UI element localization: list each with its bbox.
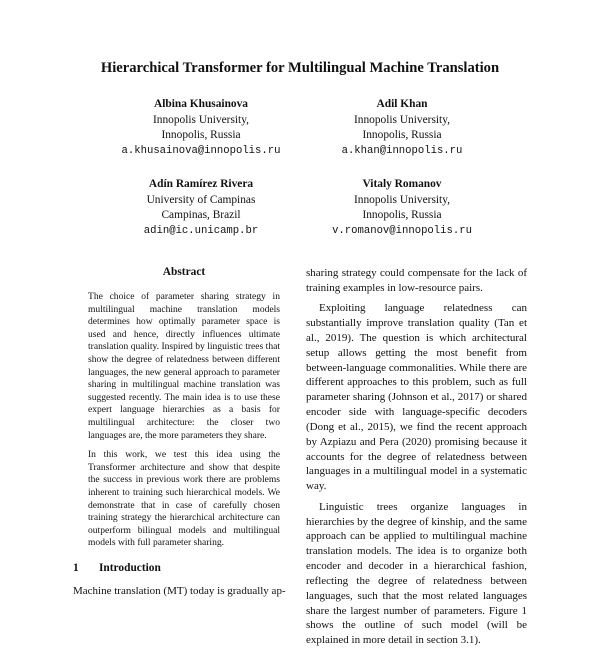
author-block [86, 97, 316, 159]
body-paragraph: Linguistic trees organize languages in hierarchies by the degree of kinship, and the same approach can be applied to multilingual machine translation models. The idea is to organize both encoder and decoder in a hierarchical fashion, reflecting the degree of relatedness between languages, such that the most related languages share the largest number of parameters. Figure 1 shows the outline of such model (will be explained in more detail in section 3.1). [306, 500, 527, 647]
author-email: a.khan@innopolis.ru [341, 144, 463, 157]
right-column [306, 266, 527, 654]
section-title: Introduction [99, 562, 161, 574]
abstract-body [88, 291, 280, 557]
paper-title: Hierarchical Transformer for Multilingual Machine Translation [100, 60, 500, 76]
author-location: Innopolis, Russia [161, 129, 241, 141]
author-email: a.khusainova@innopolis.ru [121, 144, 281, 157]
body-paragraph: Exploiting language relatedness can substantially improve translation quality (Tan et al., 2019). The question is which architectural setup allows getting the most benefit from between-language commonalities. While there are different approaches to this problem, such as full parameter sharing (Johnson et al., 2017) or shared encoder side with language-specific decoders (Dong et al., 2015), we find the recent approach by Azpiazu and Pera (2020) promising because it accounts for the degree of relatedness between languages in a multilingual model in a systematic way. [306, 302, 527, 493]
section-number: 1 [73, 562, 79, 574]
author-email: adin@ic.unicamp.br [143, 224, 259, 237]
author-location: Innopolis, Russia [362, 129, 442, 141]
author-email: v.romanov@innopolis.ru [332, 224, 472, 237]
author-block [287, 97, 517, 159]
intro-text: Machine translation (MT) today is gradually ap- [73, 585, 286, 597]
author-location: Innopolis, Russia [362, 209, 442, 221]
author-location: Campinas, Brazil [161, 209, 241, 221]
author-block [86, 177, 316, 239]
author-name: Adín Ramírez Rivera [148, 178, 254, 190]
body-paragraph: sharing strategy could compensate for the lack of training examples in low-resource pairs. [306, 267, 527, 294]
abstract-paragraph: The choice of parameter sharing strategy in multilingual machine translation models determines how optimally parameter space is used and hence, directly influences ultimate translation quality. Inspired by linguistic trees that show the degree of relatedness between different languages, the new general approach to parameter sharing in multilingual machine translation was suggested recently. The main idea is to use these expert language hierarchies as a basis for multilingual architecture: the closer two languages are, the more parameters they share. [88, 291, 280, 441]
abstract-paragraph: In this work, we test this idea using the Transformer architecture and show that despite the success in previous work there are problems inherent to training such hierarchical models. We demonstrate that in case of carefully chosen training strategy the hierarchical architecture can outperform bilingual models and multilingual models with full parameter sharing. [88, 449, 280, 549]
section-heading [73, 562, 295, 574]
author-affiliation: Innopolis University, [353, 113, 451, 126]
author-name: Vitaly Romanov [362, 178, 442, 190]
author-block [287, 177, 517, 239]
author-affiliation: Innopolis University, [152, 113, 250, 126]
author-name: Albina Khusainova [153, 98, 248, 110]
author-name: Adil Khan [376, 98, 428, 110]
author-affiliation: University of Campinas [146, 193, 256, 206]
abstract-heading: Abstract [162, 266, 206, 278]
author-affiliation: Innopolis University, [353, 193, 451, 206]
